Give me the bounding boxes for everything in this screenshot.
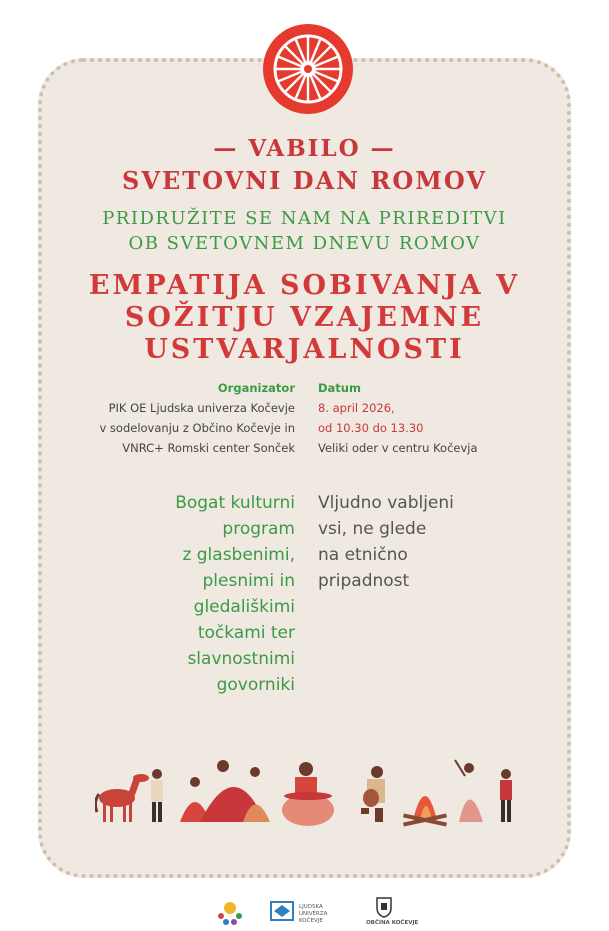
dancing-woman-icon xyxy=(455,760,483,822)
organizer-line: VNRC+ Romski center Sonček xyxy=(122,441,295,455)
date-block xyxy=(318,378,478,458)
welcome-line: pripadnost xyxy=(318,571,410,591)
program-line: slavnostnimi xyxy=(187,649,295,669)
event-time: od 10.30 do 13.30 xyxy=(318,421,424,435)
logo-text-line: LJUDSKA xyxy=(299,904,323,910)
welcome-line: na etnično xyxy=(318,545,408,565)
violinist-icon xyxy=(500,769,512,822)
ljudska-univerza-text xyxy=(299,904,327,925)
program-line: program xyxy=(222,519,295,539)
theme-line-3: USTVARJALNOSTI xyxy=(144,334,465,365)
event-venue: Veliki oder v centru Kočevja xyxy=(318,441,478,455)
feast-table-icon xyxy=(282,762,334,826)
event-name: SVETOVNI DAN ROMOV xyxy=(122,166,487,195)
roma-wheel-icon xyxy=(262,23,354,115)
welcome-line: vsi, ne glede xyxy=(318,519,427,539)
theme-line-2: SOŽITJU VZAJEMNE xyxy=(124,302,485,333)
festival-illustration xyxy=(95,752,525,827)
program-block xyxy=(175,490,295,698)
ljudska-univerza-logo-icon xyxy=(270,900,294,922)
theme-line-1: EMPATIJA SOBIVANJA V xyxy=(88,270,521,301)
subtitle-line-2: OB SVETOVNEM DNEVU ROMOV xyxy=(128,233,481,254)
organizer-line: v sodelovanju z Občino Kočevje in xyxy=(99,421,295,435)
campfire-icon xyxy=(403,796,447,827)
program-line: z glasbenimi, xyxy=(182,545,295,565)
invitation-title: — VABILO — xyxy=(213,135,396,162)
coat-of-arms-icon xyxy=(375,896,393,918)
program-line: plesnimi in xyxy=(202,571,295,591)
logo-text-line: UNIVERZA xyxy=(299,911,328,917)
program-line: točkami ter xyxy=(197,623,295,643)
date-label: Datum xyxy=(318,381,361,395)
guitar-player-icon xyxy=(361,766,385,822)
sun-people-logo-icon xyxy=(216,896,244,926)
man-figure-icon xyxy=(151,769,163,822)
organizer-block xyxy=(99,378,295,458)
program-line: Bogat kulturni xyxy=(175,493,295,513)
welcome-line: Vljudno vabljeni xyxy=(318,493,454,513)
program-line: gledališkimi xyxy=(193,597,295,617)
sponsor-logos xyxy=(0,896,609,928)
obcina-kocevje-text: OBČINA KOČEVJE xyxy=(366,920,419,926)
program-line: govorniki xyxy=(216,675,295,695)
welcome-block xyxy=(318,490,454,594)
dancers-icon xyxy=(180,760,270,822)
subtitle-line-1: PRIDRUŽITE SE NAM NA PRIREDITVI xyxy=(102,208,507,229)
logo-text-line: KOČEVJE xyxy=(299,918,323,924)
organizer-label: Organizator xyxy=(217,381,295,395)
horse-icon xyxy=(95,774,149,822)
organizer-line: PIK OE Ljudska univerza Kočevje xyxy=(108,401,295,415)
event-date: 8. april 2026, xyxy=(318,401,395,415)
